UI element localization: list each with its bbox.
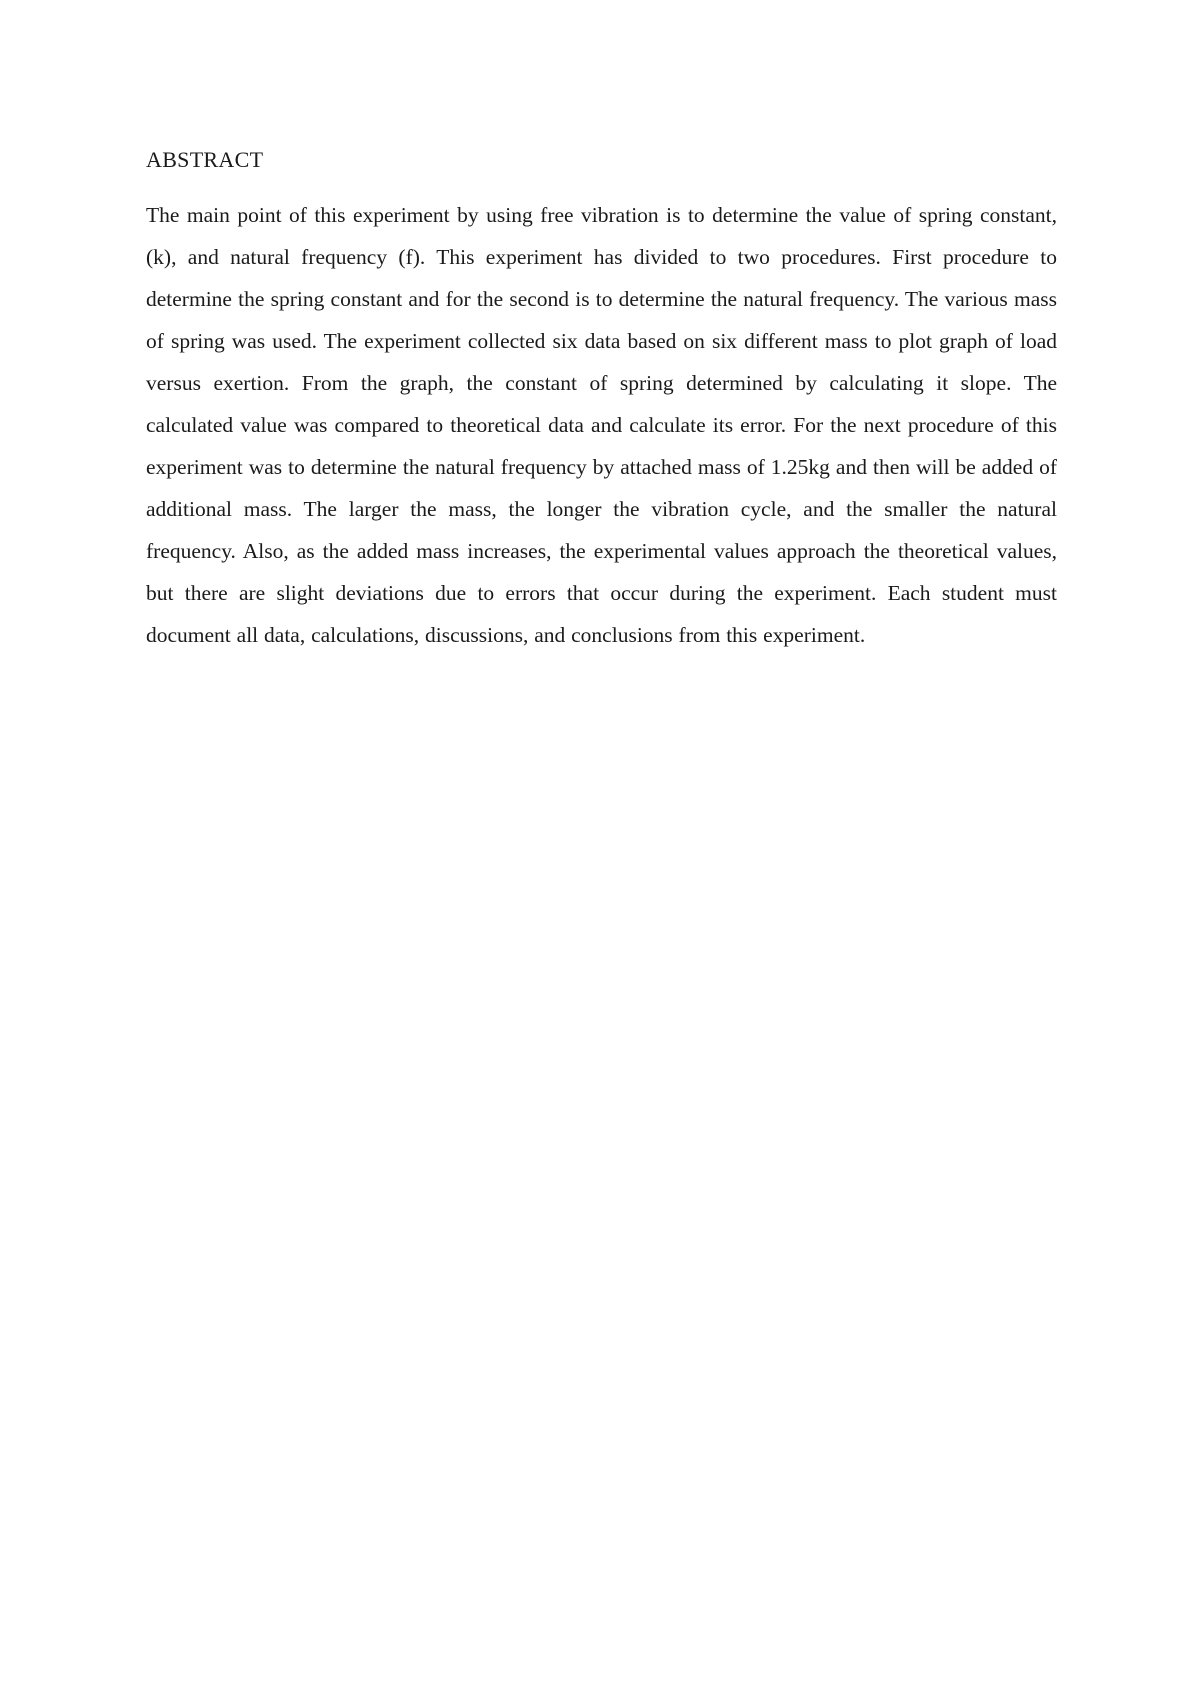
abstract-section — [146, 140, 1057, 656]
abstract-heading: ABSTRACT — [146, 147, 264, 172]
abstract-paragraph: The main point of this experiment by using free vibration is to determine the value of spring constant, (k), and natural frequency (f). This experiment has divided to two procedures. First procedure to determine the spring constant and for the second is to determine the natural frequency. The various mass of spring was used. The experiment collected six data based on six different mass to plot graph of load versus exertion. From the graph, the constant of spring determined by calculating it slope. The calculated value was compared to theoretical data and calculate its error. For the next procedure of this experiment was to determine the natural frequency by attached mass of 1.25kg and then will be added of additional mass. The larger the mass, the longer the vibration cycle, and the smaller the natural frequency. Also, as the added mass increases, the experimental values approach the theoretical values, but there are slight deviations due to errors that occur during the experiment. Each student must document all data, calculations, discussions, and conclusions from this experiment. — [146, 203, 1057, 647]
